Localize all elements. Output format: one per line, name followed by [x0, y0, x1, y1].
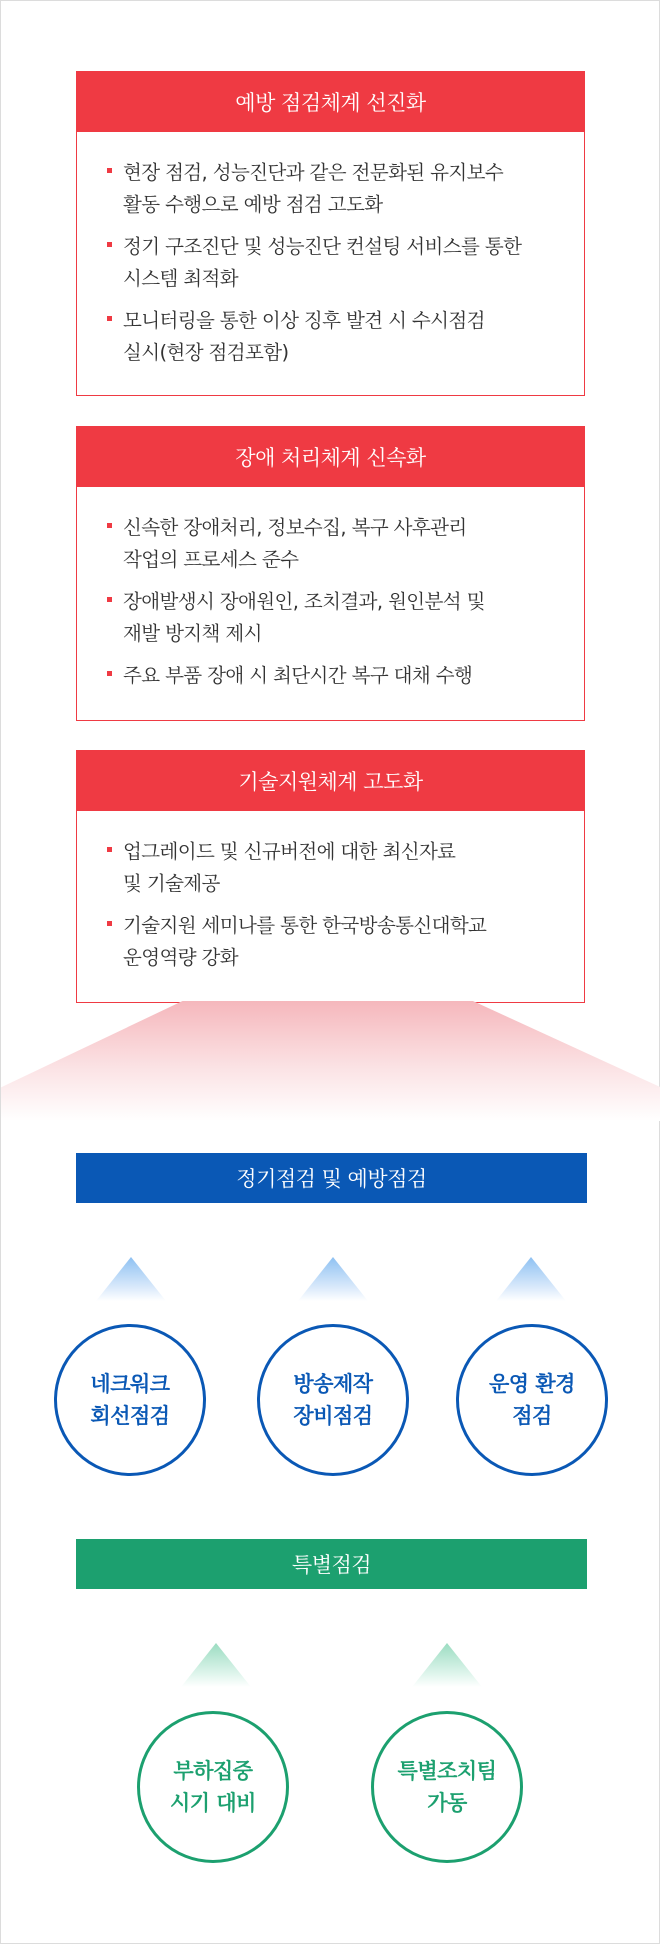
- operating-environment-check-circle: [456, 1324, 608, 1476]
- list-item: [107, 231, 566, 295]
- circle-label: 네크워크 회선점검: [90, 1372, 170, 1428]
- section-card-tech-support: [76, 750, 585, 1003]
- circle-label: 특별조치팀 가동: [397, 1759, 497, 1815]
- list-item: [107, 660, 566, 692]
- circle-label: 방송제작 장비점검: [293, 1372, 373, 1428]
- bullet-icon: [107, 921, 112, 926]
- bullet-icon: [107, 168, 112, 173]
- list-item-text: 주요 부품 장애 시 최단시간 복구 대채 수행: [123, 664, 473, 687]
- bullet-icon: [107, 242, 112, 247]
- list-item-text: 신속한 장애처리, 정보수집, 복구 사후관리 작업의 프로세스 준수: [123, 516, 467, 571]
- network-line-check-circle: [54, 1324, 206, 1476]
- list-item-text: 장애발생시 장애원인, 조치결과, 원인분석 및 재발 방지책 제시: [123, 590, 485, 645]
- section-card-prevention: [76, 71, 585, 396]
- list-item: [107, 910, 566, 974]
- list-item: [107, 586, 566, 650]
- regular-inspection-bar: 정기점검 및 예방점검: [76, 1153, 587, 1203]
- fan-connector: [1, 1001, 660, 1121]
- bullet-icon: [107, 847, 112, 852]
- list-item-text: 업그레이드 및 신규버전에 대한 최신자료 및 기술제공: [123, 840, 456, 895]
- circle-label: 운영 환경 점검: [489, 1372, 575, 1428]
- bullet-icon: [107, 671, 112, 676]
- section-card-fault-handling: [76, 426, 585, 721]
- list-item-text: 모니터링을 통한 이상 징후 발견 시 수시점검 실시(현장 점검포함): [123, 309, 485, 364]
- list-item: [107, 305, 566, 369]
- list-item: [107, 157, 566, 221]
- list-item: [107, 512, 566, 576]
- list-item: [107, 836, 566, 900]
- special-task-team-circle: [371, 1711, 523, 1863]
- list-item-text: 정기 구조진단 및 성능진단 컨설팅 서비스를 통한 시스템 최적화: [123, 235, 522, 290]
- section-body: [77, 487, 584, 692]
- arrow-up-icon: [181, 1643, 251, 1687]
- section-title: 장애 처리체계 신속화: [77, 427, 584, 487]
- bullet-icon: [107, 316, 112, 321]
- list-item-text: 기술지원 세미나를 통한 한국방송통신대학교 운영역량 강화: [123, 914, 487, 969]
- arrow-up-icon: [298, 1257, 368, 1301]
- section-body: [77, 811, 584, 974]
- broadcast-equipment-check-circle: [257, 1324, 409, 1476]
- circle-label: 부하집중 시기 대비: [170, 1759, 256, 1815]
- special-inspection-bar: 특별점검: [76, 1539, 587, 1589]
- arrow-up-icon: [96, 1257, 166, 1301]
- section-body: [77, 132, 584, 369]
- arrow-up-icon: [496, 1257, 566, 1301]
- bullet-icon: [107, 597, 112, 602]
- bullet-icon: [107, 523, 112, 528]
- list-item-text: 현장 점검, 성능진단과 같은 전문화된 유지보수 활동 수행으로 예방 점검 고도화: [123, 161, 504, 216]
- section-title: 예방 점검체계 선진화: [77, 72, 584, 132]
- section-title: 기술지원체계 고도화: [77, 751, 584, 811]
- arrow-up-icon: [412, 1643, 482, 1687]
- peak-load-prep-circle: [137, 1711, 289, 1863]
